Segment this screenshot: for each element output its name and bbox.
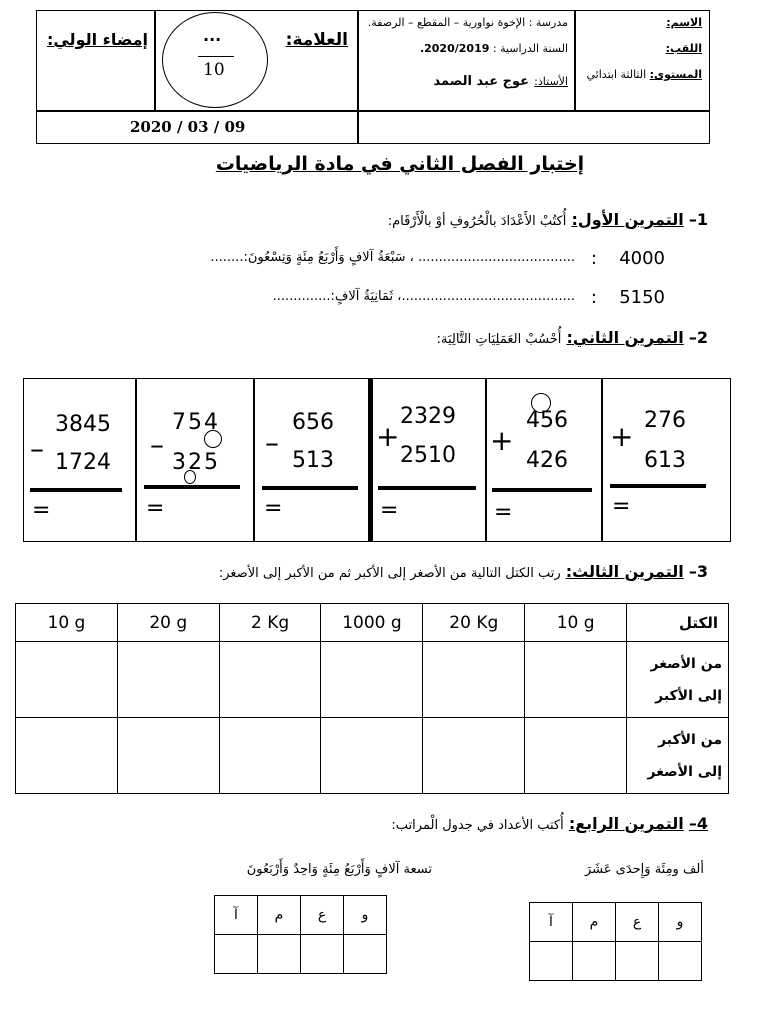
mass-cell: 1000 g	[321, 604, 423, 642]
number2-words: تسعة آلافٍ وَأَرْبَعُ مِئَةٍ وَاحِدٌ وَأَرْبَعُونَ	[246, 862, 432, 877]
operation-top-number: 656	[292, 410, 334, 435]
operation-top-number: 2329	[400, 404, 456, 429]
teacher-value: عوج عبد الصمد	[433, 74, 530, 89]
mass-cell: 10 g	[525, 604, 627, 642]
exercise2-heading	[437, 328, 708, 347]
operations-divider	[368, 378, 373, 542]
year-row	[420, 42, 568, 55]
exercise3-number: 3–	[688, 562, 708, 581]
operation-sign: +	[610, 420, 634, 453]
descending-row	[16, 718, 729, 794]
parent-signature-label: إمضاء الولي:	[46, 30, 148, 49]
descending-label-line: من الأكبر	[658, 731, 722, 748]
place-value-answer-row	[215, 935, 387, 974]
exam-date: 2020 / 03 / 09	[130, 118, 246, 136]
level-label: المستوى:	[649, 68, 702, 81]
result-line	[262, 486, 358, 490]
operations-divider	[253, 378, 255, 542]
grade-total: 10	[203, 60, 225, 80]
operation-sign: +	[376, 420, 400, 453]
operation-bottom-number: 1724	[55, 450, 111, 475]
exercise1-line1-text: ...................................... ، سَبْعَةُ آلافٍ وَأَرْبَعُ مِئَةٍ وَتِسْعُونَ:........	[210, 250, 575, 265]
answer-cell[interactable]	[525, 642, 627, 718]
header-divider	[574, 10, 576, 110]
descending-label	[627, 718, 729, 794]
mass-cell: 2 Kg	[219, 604, 321, 642]
exercise2-number: 2–	[688, 328, 708, 347]
grade-fraction-bar	[198, 56, 234, 57]
ascending-label-line: إلى الأكبر	[655, 687, 722, 704]
answer-cell[interactable]	[117, 718, 219, 794]
operation-sign: –	[265, 426, 279, 459]
place-header-thousands: آ	[215, 896, 258, 935]
header-divider	[36, 110, 710, 112]
grade-blank: ...	[203, 26, 222, 45]
descending-label-line: إلى الأصغر	[647, 763, 722, 780]
result-mark: =	[146, 496, 165, 521]
place-value-table-1	[529, 902, 702, 981]
place-value-answer-row	[530, 942, 702, 981]
level-row	[587, 68, 702, 81]
operation-top-number: 276	[644, 408, 686, 433]
ascending-label	[627, 642, 729, 718]
answer-cell[interactable]	[16, 718, 118, 794]
mass-cell: 10 g	[16, 604, 118, 642]
operation-bottom-number: 2510	[400, 443, 456, 468]
operation-sign: –	[150, 428, 164, 461]
result-line	[610, 484, 706, 488]
carry-circle	[184, 470, 196, 484]
place-header-tens: ع	[301, 896, 344, 935]
operation-bottom-number: 426	[526, 448, 568, 473]
result-line	[30, 488, 122, 492]
answer-cell[interactable]	[258, 935, 301, 974]
result-mark: =	[494, 500, 513, 525]
result-line	[144, 485, 240, 489]
surname-label: اللقب:	[665, 42, 702, 55]
answer-cell[interactable]	[219, 642, 321, 718]
answer-cell[interactable]	[16, 642, 118, 718]
mass-cell: 20 Kg	[423, 604, 525, 642]
place-header-ones: و	[344, 896, 387, 935]
exercise2-instruction: أُحْسُبْ العَمَلِيَاتِ التَّالِيَة:	[436, 332, 562, 347]
carry-circle	[531, 393, 551, 413]
place-value-header-row	[530, 903, 702, 942]
operation-bottom-number: 613	[644, 448, 686, 473]
exercise1-heading	[388, 210, 708, 229]
ascending-label-line: من الأصغر	[650, 655, 722, 672]
answer-cell[interactable]	[219, 718, 321, 794]
exercise4-instruction: أُكتب الأعداد في جدول الْمراتب:	[391, 818, 564, 833]
answer-cell[interactable]	[423, 718, 525, 794]
level-value: الثالثة ابتدائي	[586, 68, 647, 81]
operation-bottom-number: 325	[172, 450, 220, 475]
year-label: السنة الدراسية :	[492, 42, 568, 55]
grade-label: العلامة:	[285, 30, 348, 50]
answer-cell[interactable]	[301, 935, 344, 974]
ascending-row	[16, 642, 729, 718]
answer-cell[interactable]	[321, 642, 423, 718]
exercise1-line1-colon: :	[590, 248, 597, 269]
header-divider	[357, 10, 359, 144]
exercise4-number: 4–	[688, 814, 708, 833]
exercise1-line2-colon: :	[590, 287, 597, 308]
exercise1-line1-number: 4000	[619, 248, 665, 269]
exercise4-label: التمرين الرابع:	[568, 814, 684, 833]
number1-words: ألف ومِئَة وَإِحدَى عَشَرَ	[584, 862, 704, 877]
answer-cell[interactable]	[117, 642, 219, 718]
answer-cell[interactable]	[423, 642, 525, 718]
place-header-ones: و	[659, 903, 702, 942]
school-value: الإخوة نواورية – المقطع – الرصفة.	[367, 16, 526, 29]
answer-cell[interactable]	[215, 935, 258, 974]
header-divider	[154, 10, 156, 110]
answer-cell[interactable]	[525, 718, 627, 794]
place-header-units: آ	[530, 903, 573, 942]
place-header-tens: ع	[616, 903, 659, 942]
answer-cell[interactable]	[616, 942, 659, 981]
answer-cell[interactable]	[530, 942, 573, 981]
operations-divider	[485, 378, 487, 542]
place-value-table-2	[214, 895, 387, 974]
place-header-hundreds: م	[258, 896, 301, 935]
year-value: 2020/2019.	[419, 42, 490, 55]
result-mark: =	[264, 496, 283, 521]
mass-header-row	[16, 604, 729, 642]
answer-cell[interactable]	[344, 935, 387, 974]
exercise1-line2-text: ..........................................، ثَمَانِيَةُ آلافٍ:..............	[272, 289, 575, 304]
result-line	[492, 488, 592, 492]
operation-bottom-number: 513	[292, 448, 334, 473]
place-header-hundreds: م	[573, 903, 616, 942]
exercise1-instruction: أُكتُبْ الأَعْدَادَ بالْحُرُوفِ أوْ بالْأَرْقَام:	[387, 214, 567, 229]
exercise3-instruction: رتب الكتل التالية من الأصغر إلى الأكبر ثم من الأكبر إلى الأصغر:	[218, 566, 561, 581]
operations-divider	[601, 378, 603, 542]
result-mark: =	[380, 498, 399, 523]
exercise2-label: التمرين الثاني:	[566, 328, 684, 347]
result-mark: =	[612, 494, 631, 519]
school-row	[368, 16, 568, 29]
operation-sign: –	[30, 432, 44, 465]
student-name-label: الاسم:	[666, 16, 702, 29]
operation-top-number: 754	[172, 410, 220, 435]
answer-cell[interactable]	[573, 942, 616, 981]
page-title: إختبار الفصل الثاني في مادة الرياضيات	[215, 153, 585, 175]
result-mark: =	[32, 498, 51, 523]
exercise3-label: التمرين الثالث:	[565, 562, 684, 581]
operation-top-number: 456	[526, 408, 568, 433]
place-value-header-row	[215, 896, 387, 935]
answer-cell[interactable]	[321, 718, 423, 794]
mass-header-label: الكتل	[627, 604, 729, 642]
exercise1-number: 1–	[688, 210, 708, 229]
mass-ordering-table	[15, 603, 729, 794]
school-label: مدرسة :	[528, 16, 568, 29]
answer-cell[interactable]	[659, 942, 702, 981]
mass-cell: 20 g	[117, 604, 219, 642]
exercise4-heading	[391, 814, 708, 833]
teacher-row	[434, 70, 568, 89]
exercise1-label: التمرين الأول:	[571, 210, 684, 229]
carry-circle	[204, 430, 222, 448]
exercise1-line2-number: 5150	[619, 287, 665, 308]
exercise3-heading	[219, 562, 708, 581]
result-line	[378, 486, 476, 490]
teacher-label: الأستاذ:	[534, 75, 568, 88]
operation-sign: +	[490, 424, 514, 457]
operation-top-number: 3845	[55, 412, 111, 437]
operations-divider	[135, 378, 137, 542]
